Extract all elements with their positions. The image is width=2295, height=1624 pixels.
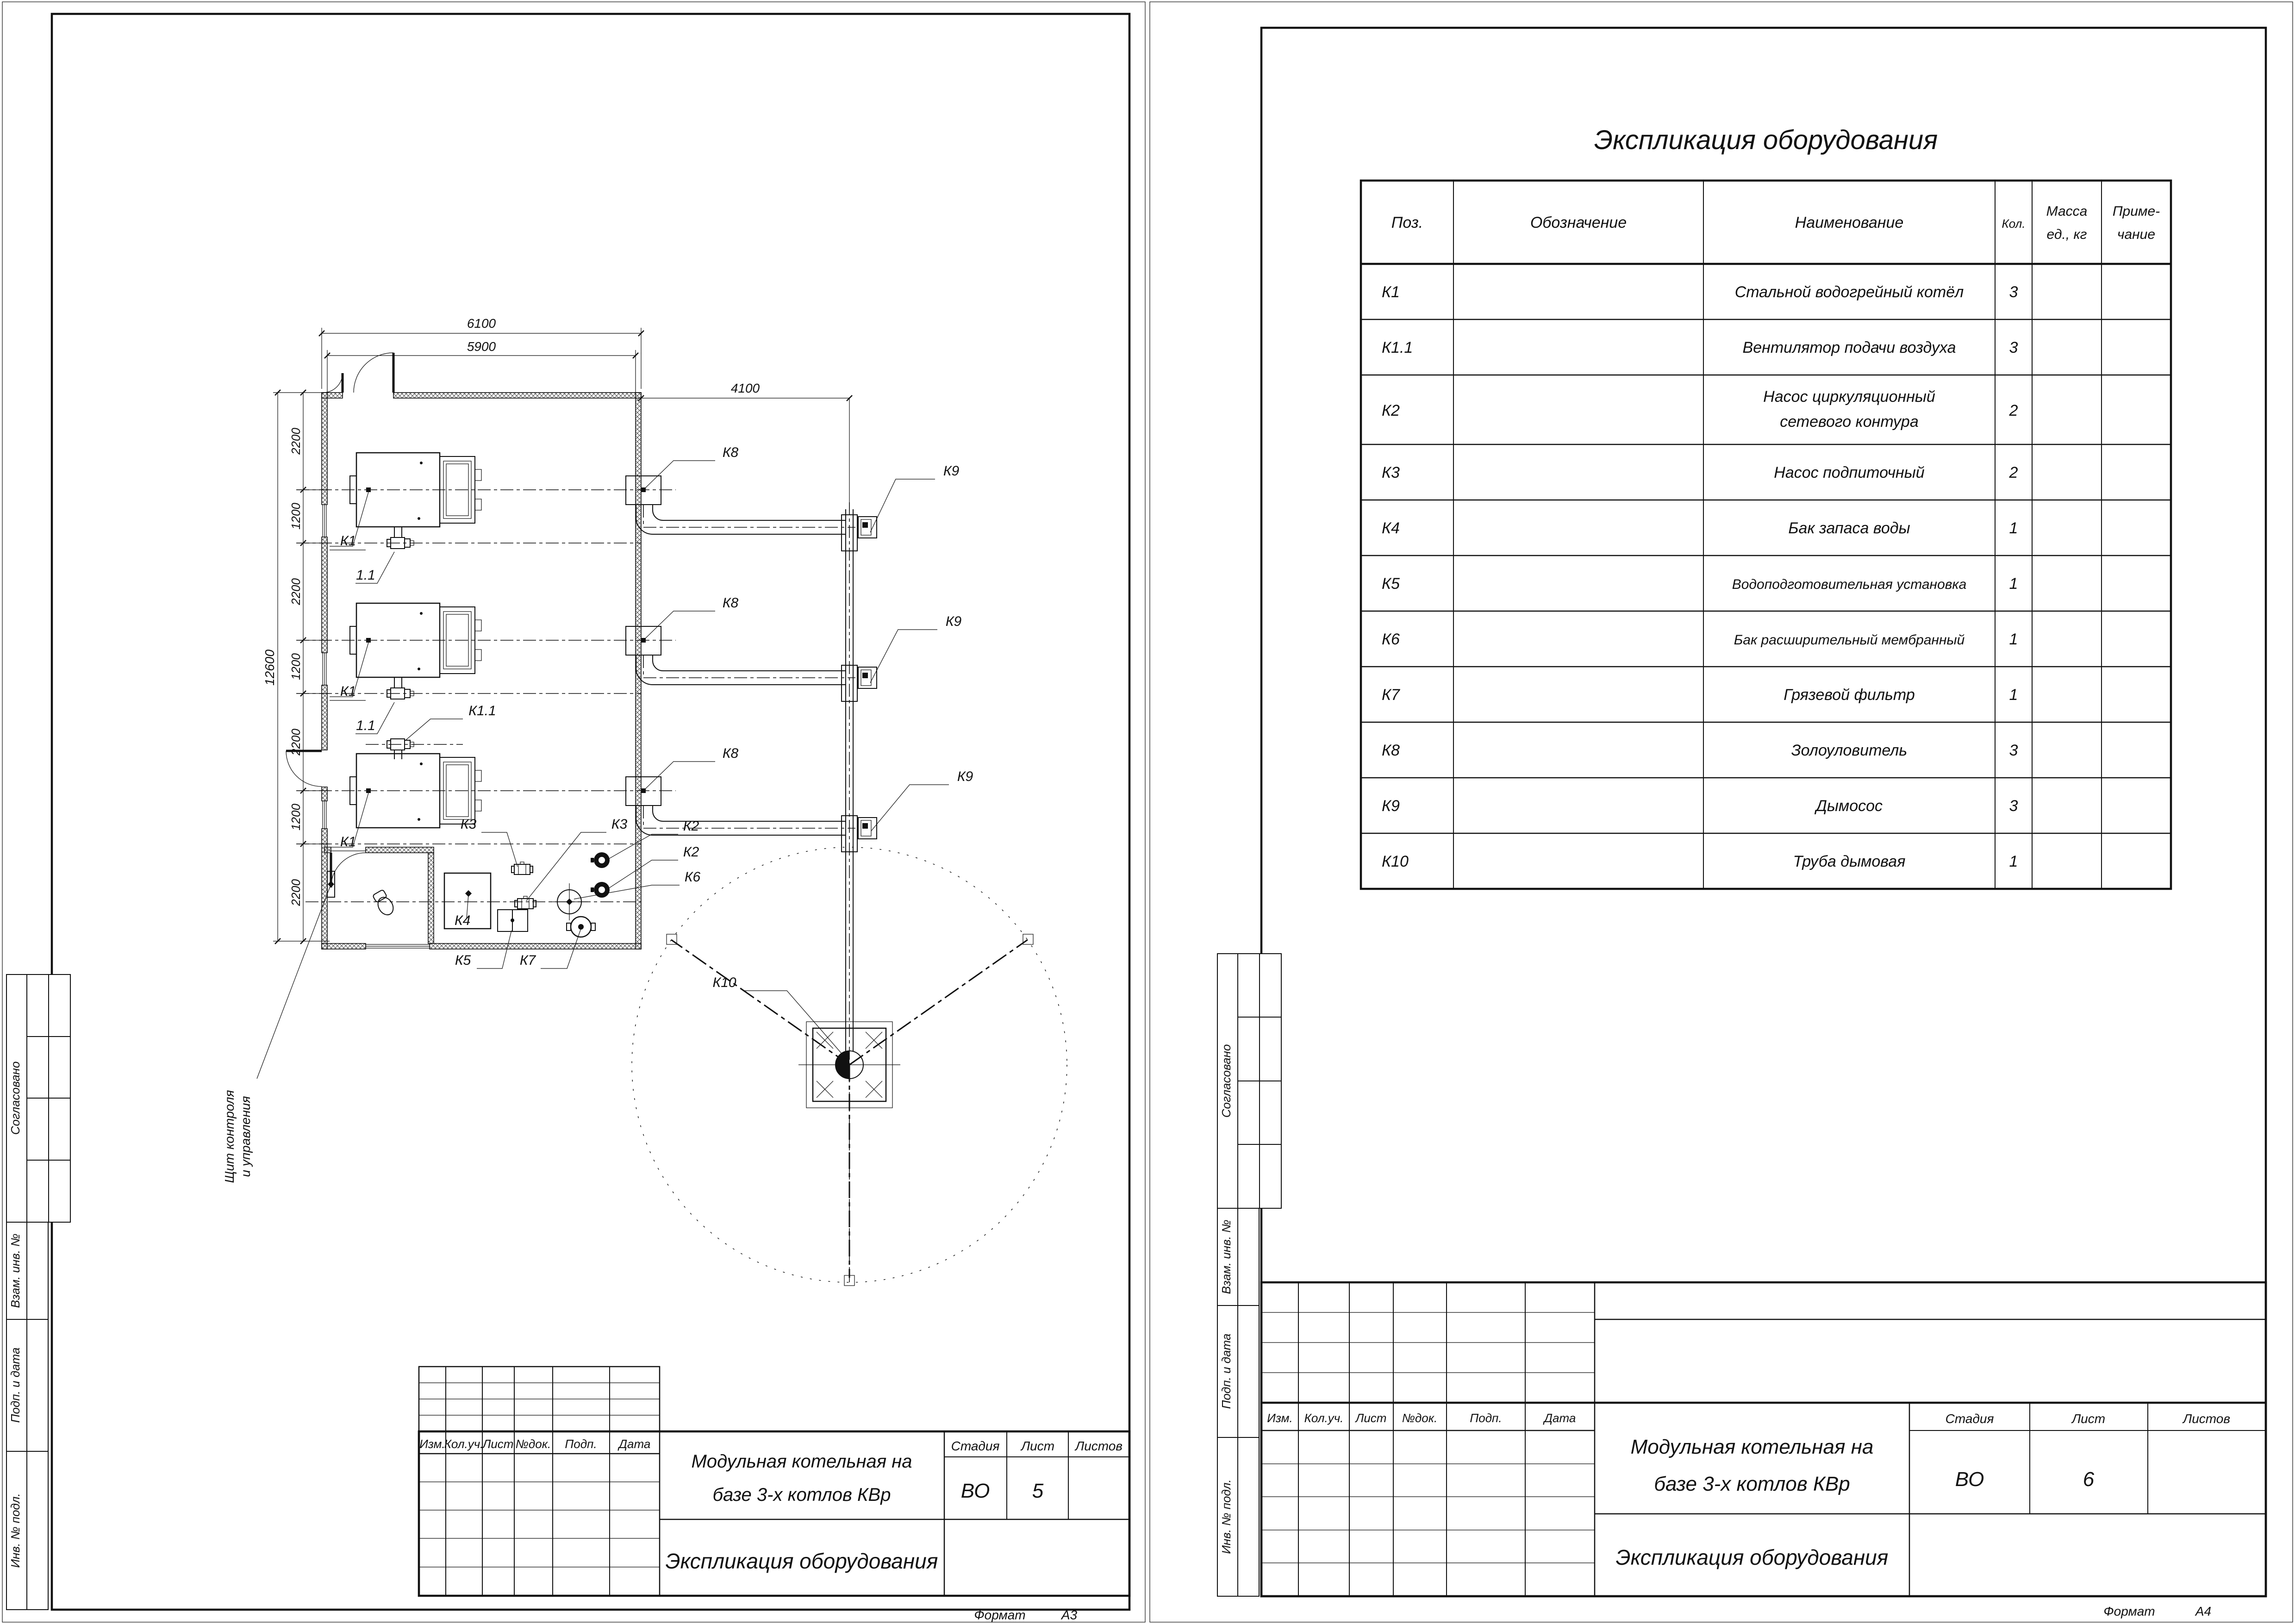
col-note-1: Приме- [2112,204,2160,219]
dim-1200-3: 1200 [289,804,303,831]
label-k10: К10 [712,975,736,990]
row10-qty: 1 [2009,853,2018,870]
doc-name2: Экспликация оборудования [1615,1545,1889,1569]
flue-run-3 [626,777,877,852]
row2-name-l2: сетевого контура [1780,413,1919,431]
pump-k3-1 [511,862,533,874]
row1-name: Вентилятор подачи воздуха [1742,339,1956,356]
sheet-label: Лист [1021,1439,1055,1453]
sheet-value: 5 [1032,1480,1044,1502]
filter-k7 [567,917,595,937]
row1-qty: 3 [2009,339,2018,356]
label-k2-1: К2 [683,818,699,834]
row4-pos: К4 [1382,519,1400,537]
row6-pos: К6 [1382,631,1400,648]
stamp2-podp: Подп. и дата [1219,1333,1233,1409]
stage-label2: Стадия [1945,1412,1994,1426]
table-row [1382,519,2018,537]
row0-name: Стальной водогрейный котёл [1734,283,1964,301]
doc-name: Экспликация оборудования [665,1549,938,1573]
rev2-h-izm: Изм. [1267,1411,1293,1425]
row3-name: Насос подпиточный [1774,464,1925,481]
fan-2 [387,677,414,699]
table-row [1382,283,2018,301]
fan-3 [387,739,414,759]
wc-toilet [372,889,396,918]
dim-2200-2: 2200 [289,578,303,605]
stamp-inv: Инв. № подл. [8,1493,22,1568]
label-k8-3: К8 [722,746,739,761]
row7-pos: К7 [1382,686,1400,704]
row10-name: Труба дымовая [1793,853,1906,870]
side-door [286,751,322,787]
spec-table [1361,181,2171,889]
stage-value2: ВО [1955,1468,1984,1491]
row5-name: Водоподготовительная установка [1732,577,1967,592]
rev2-h-ndok: №док. [1402,1411,1438,1425]
stamp-soglasovano: Согласовано [8,1061,22,1135]
row0-pos: К1 [1382,283,1400,301]
rev-h-ndok: №док. [515,1437,551,1451]
label-k1-2: К1 [340,684,356,699]
stamp-vzam: Взам. инв. № [8,1233,22,1308]
label-k6: К6 [684,869,701,885]
row3-qty: 2 [2009,464,2018,481]
rev-h-data: Дата [618,1437,651,1451]
format-value: А3 [1061,1608,1078,1622]
project-name-l2: базе 3-х котлов КВр [712,1485,891,1505]
label-fan-1: 1.1 [356,568,375,583]
sheet-value2: 6 [2083,1468,2095,1491]
flue-run-2 [626,626,877,701]
row4-name: Бак запаса воды [1788,519,1910,537]
rev2-h-koluch: Кол.уч. [1304,1411,1344,1425]
stage-value: ВО [960,1480,990,1502]
label-k7: К7 [519,953,536,968]
margin-stamps-left [6,974,70,1610]
row4-qty: 1 [2009,519,2018,537]
row3-pos: К3 [1382,464,1400,481]
row2-name-l1: Насос циркуляционный [1763,388,1935,406]
label-k1-3: К1 [340,834,356,849]
col-qty: Кол. [2002,217,2026,231]
label-k9-2: К9 [945,614,962,629]
dim-2200-3: 2200 [289,729,303,756]
flue-run-1 [626,476,877,551]
panel-label-line1: Щит контроля [222,1090,237,1183]
label-k11: К1.1 [468,703,496,718]
row6-name: Бак расширительный мембранный [1734,632,1965,648]
margin-stamps-right [1217,954,1281,1596]
format-value2: А4 [2195,1604,2212,1618]
project-name-l1: Модульная котельная на [691,1451,912,1472]
table-row [1382,339,2018,356]
row8-qty: 3 [2009,742,2018,759]
sheets-label: Листов [1075,1439,1123,1453]
row2-pos: К2 [1382,402,1400,419]
row9-name: Дымосос [1815,797,1883,815]
row2-qty: 2 [2009,402,2018,419]
table-row [1382,797,2018,815]
expansion-tank-k6 [551,883,588,920]
dim-1200-1: 1200 [289,503,303,530]
format-label: Формат [974,1608,1026,1622]
label-fan-2: 1.1 [356,718,375,733]
row9-pos: К9 [1382,797,1400,815]
pump-k3-2 [515,896,536,909]
sheet-border [2,2,1145,1622]
dim-12600: 12600 [262,650,277,686]
row0-qty: 3 [2009,283,2018,301]
table-row [1382,464,2018,481]
row1-pos: К1.1 [1382,339,1413,356]
dim-6100: 6100 [467,316,496,331]
fan-1 [387,527,414,549]
vestibule-door [331,853,366,887]
label-k9-1: К9 [943,463,960,479]
table-row [1382,742,2018,759]
sheet-border-2 [1150,2,2293,1622]
table-title: Экспликация оборудования [1594,125,1938,155]
title-block-right [1261,1282,2266,1596]
label-k5: К5 [455,953,471,968]
rev2-h-data: Дата [1544,1411,1576,1425]
label-k8-1: К8 [722,445,739,460]
row10-pos: К10 [1382,853,1409,870]
stamp-podp: Подп. и дата [8,1347,22,1423]
dim-2200-1: 2200 [289,428,303,455]
dim-2200-4: 2200 [289,879,303,906]
table-row [1382,631,2018,648]
rev-h-list: Лист [482,1437,514,1451]
col-name: Наименование [1795,214,1904,231]
label-k1-1: К1 [340,533,356,549]
table-row [1382,575,2018,593]
dimensions [262,316,852,944]
col-designation: Обозначение [1530,214,1627,231]
rev2-h-list: Лист [1355,1411,1387,1425]
specification-sheet [1148,0,2295,1624]
sheet-table [1148,0,2295,1624]
col-note-2: чание [2117,227,2156,242]
row9-qty: 3 [2009,797,2018,815]
label-k3-2: К3 [611,817,628,832]
col-mass-2: ед., кг [2046,227,2087,242]
rev2-h-podp: Подп. [1470,1411,1502,1425]
row8-pos: К8 [1382,742,1400,759]
col-mass-1: Масса [2046,204,2088,219]
row7-name: Грязевой фильтр [1784,686,1915,704]
sheets-label2: Листов [2183,1412,2230,1426]
stage-label: Стадия [951,1439,1000,1453]
water-treatment-k5 [498,910,528,931]
label-k2-2: К2 [683,844,699,860]
stamp2-inv: Инв. № подл. [1219,1479,1233,1554]
label-k8-2: К8 [722,595,739,611]
label-k4: К4 [455,913,471,928]
table-row [1382,853,2018,870]
label-k3-1: К3 [460,817,477,832]
row6-qty: 1 [2009,631,2018,648]
title-block-left [419,1367,1129,1596]
dim-4100: 4100 [730,381,760,395]
table-row [1382,388,2018,431]
label-k9-3: К9 [957,769,973,784]
rev-h-podp: Подп. [565,1437,597,1451]
format-label2: Формат [2103,1604,2155,1618]
rev-h-koluch: Кол.уч. [444,1437,484,1451]
dim-1200-2: 1200 [289,653,303,680]
row7-qty: 1 [2009,686,2018,704]
panel-label-line2: и управления [238,1096,253,1177]
stamp2-vzam: Взам. инв. № [1219,1219,1233,1294]
row8-name: Золоуловитель [1791,742,1908,759]
dim-5900: 5900 [467,339,496,354]
row5-qty: 1 [2009,575,2018,593]
stamp2-soglasovano: Согласовано [1219,1044,1233,1118]
rev-h-izm: Изм. [419,1437,445,1451]
entrance-door [323,353,393,393]
project-name2-l1: Модульная котельная на [1630,1436,1874,1458]
project-name2-l2: базе 3-х котлов КВр [1654,1473,1850,1495]
sheet-label2: Лист [2071,1412,2106,1426]
drawing-frame [52,14,1129,1610]
table-row [1382,686,2018,704]
col-pos: Поз. [1391,214,1423,231]
row5-pos: К5 [1382,575,1400,593]
